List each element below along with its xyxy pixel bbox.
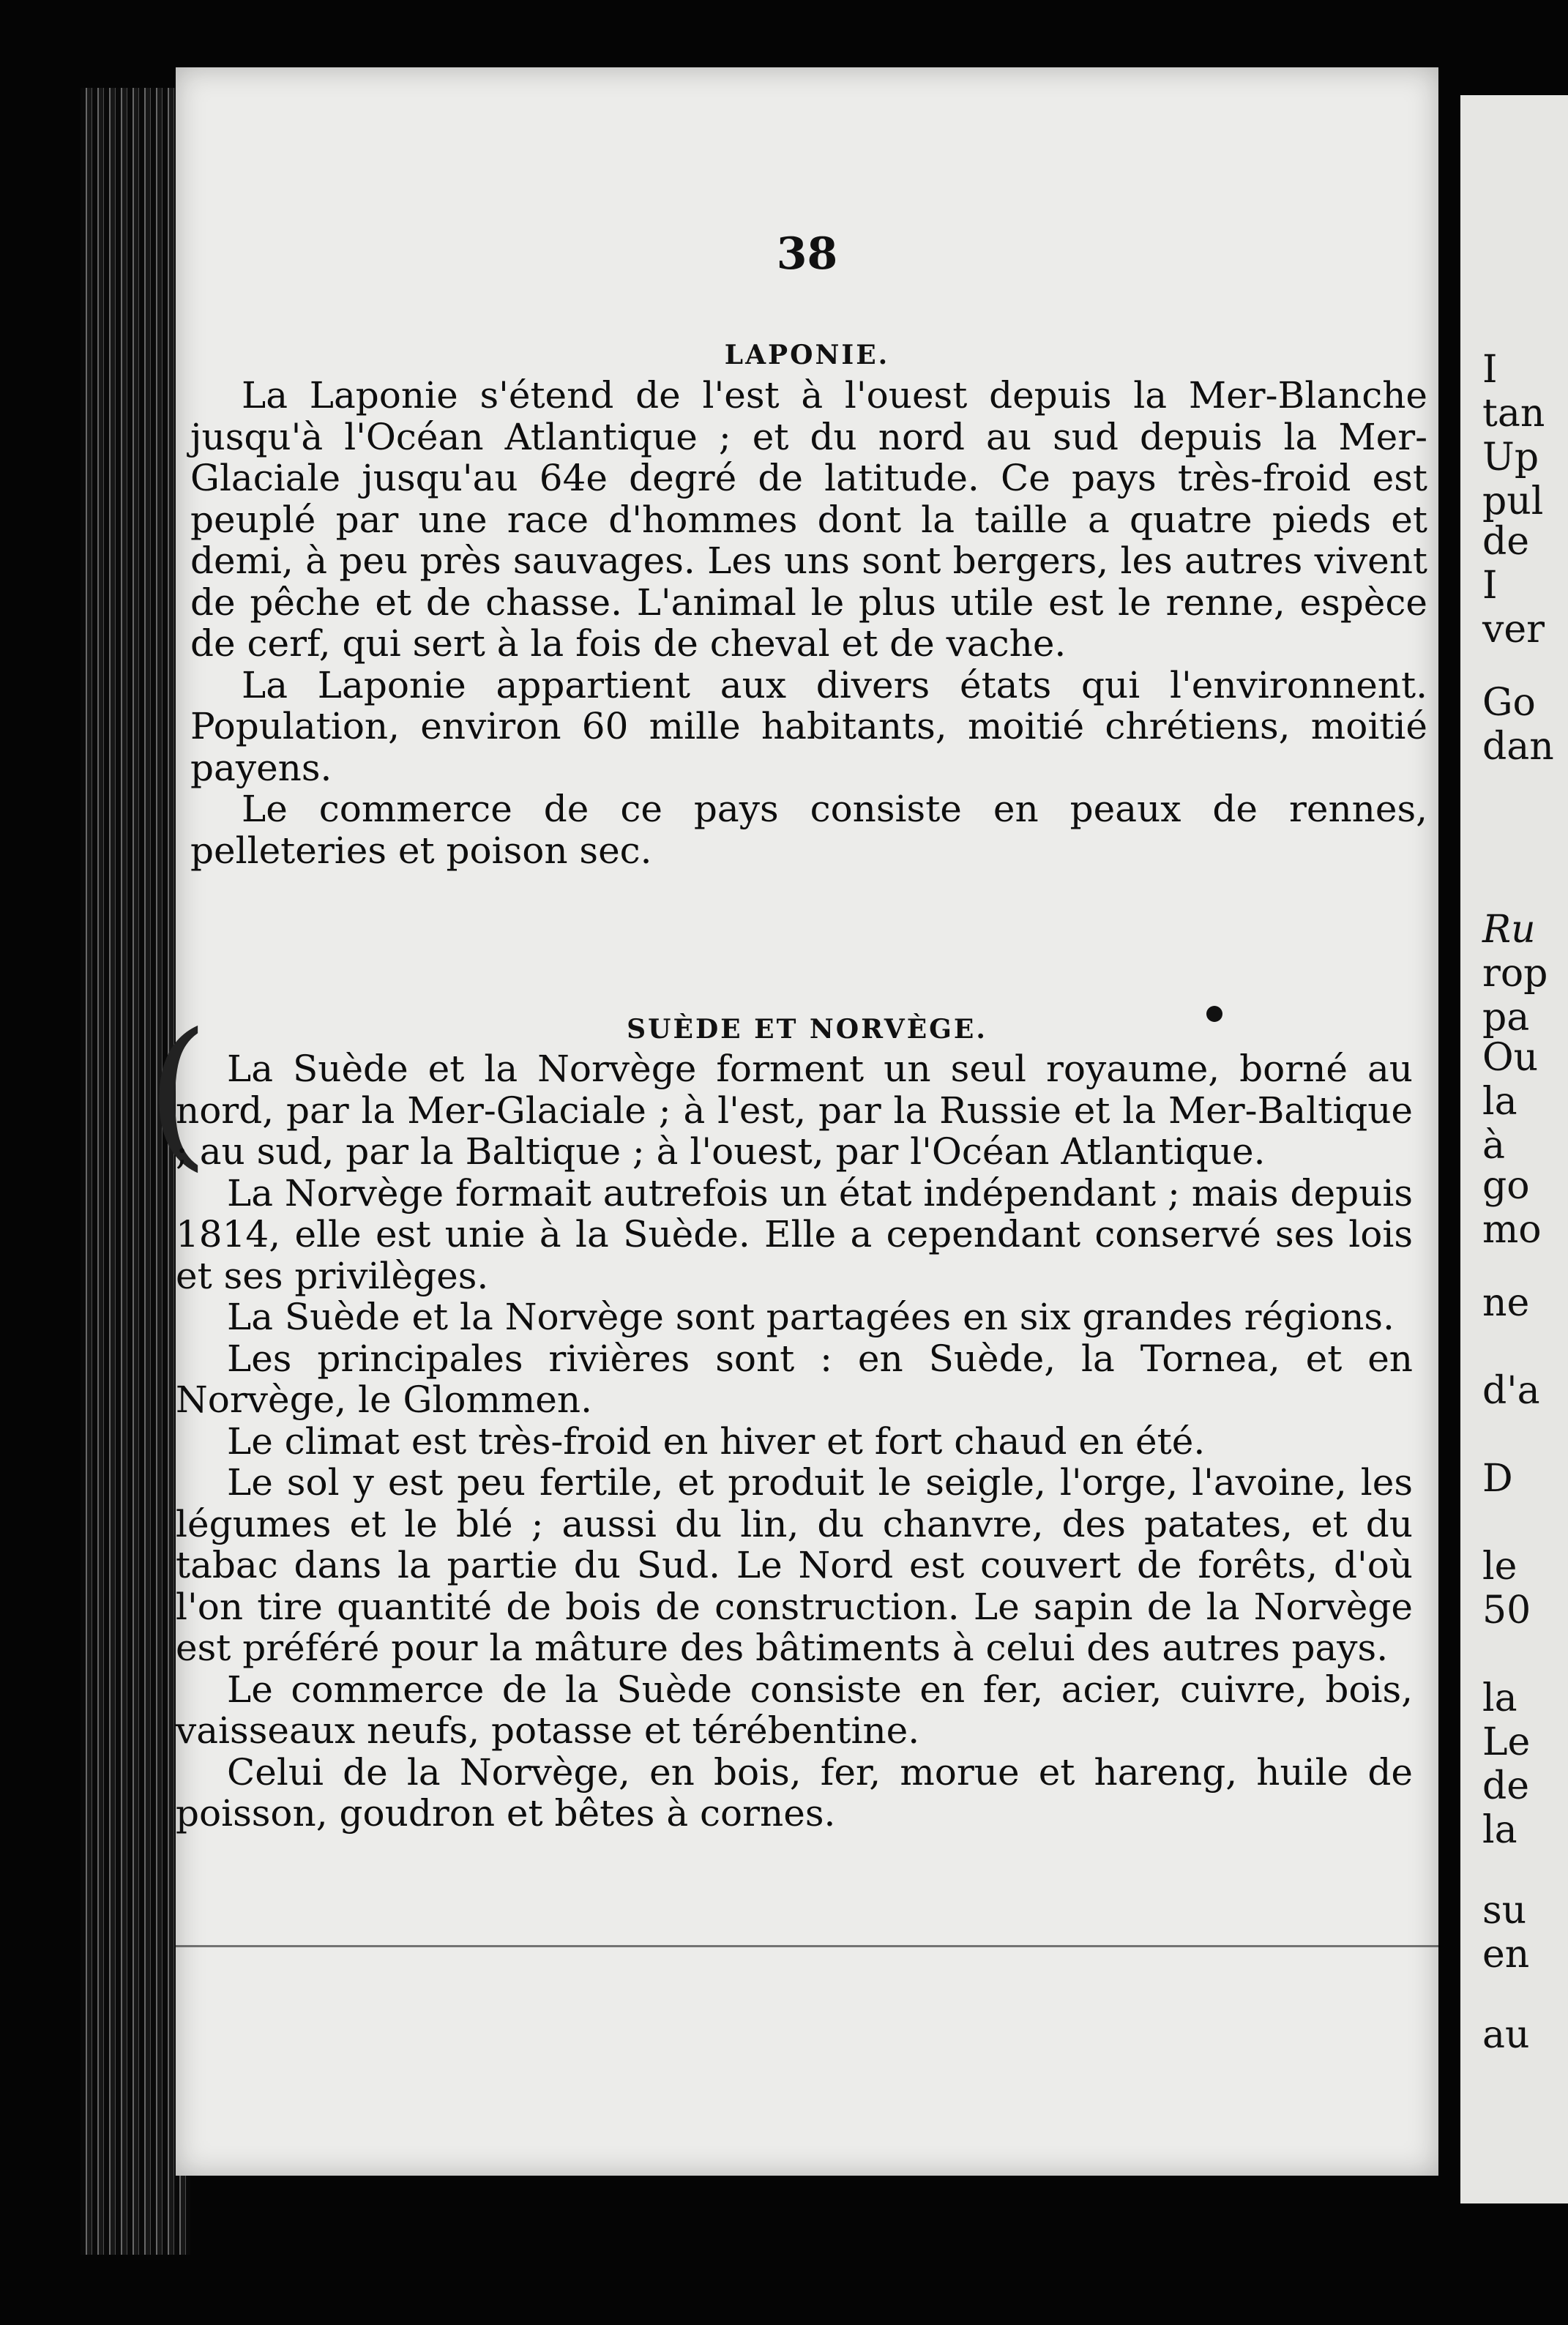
fragment: pa bbox=[1482, 996, 1530, 1040]
fragment: la bbox=[1482, 1808, 1517, 1852]
paragraph: Le climat est très-froid en hiver et fort chaud en été. bbox=[227, 1419, 1206, 1463]
fragment: Up bbox=[1482, 436, 1539, 479]
paragraph: Le commerce de ce pays consiste en peaux de rennes, pelleteries et poison sec. bbox=[190, 788, 1427, 872]
right-page-edge bbox=[1460, 95, 1568, 2203]
fragment: de bbox=[1482, 1764, 1530, 1808]
page-number: 38 bbox=[776, 228, 838, 280]
fragment: ne bbox=[1482, 1281, 1530, 1325]
paragraph: La Suède et la Norvège sont partagées en six grandes régions. bbox=[227, 1296, 1395, 1338]
paragraph: Le sol y est peu fertile, et produit le seigle, l'orge, l'avoine, les légumes et le blé ; aussi du lin, du chanvre, des patates, et du tabac dans la partie du Sud. Le Nord est couvert de forêts, d'où l'on tire quantité de bois de construction. Le sapin de la Norvège est préféré pour la mâture des bâtiments à celui des autres pays. bbox=[176, 1461, 1413, 1669]
fragment: D bbox=[1482, 1457, 1513, 1501]
fragment: pul bbox=[1482, 479, 1544, 523]
pencil-bracket-mark: ( bbox=[146, 999, 209, 1186]
fragment: go bbox=[1482, 1164, 1530, 1208]
fragment: I bbox=[1482, 564, 1498, 608]
paragraph: La Norvège formait autrefois un état indépendant ; mais depuis 1814, elle est unie à la Suède. Elle a cependant conservé ses lois et ses privilèges. bbox=[176, 1171, 1413, 1297]
fragment: rop bbox=[1482, 952, 1548, 996]
fragment: Go bbox=[1482, 681, 1536, 725]
fragment: de bbox=[1482, 520, 1530, 564]
left-page bbox=[146, 67, 1438, 2176]
fragment: la bbox=[1482, 1080, 1517, 1124]
fragment: la bbox=[1482, 1676, 1517, 1720]
fragment: dan bbox=[1482, 725, 1554, 769]
fragment: Ou bbox=[1482, 1036, 1539, 1080]
paragraph: La Laponie appartient aux divers états qui l'environnent. Population, environ 60 mille habitants, moitié chrétiens, moitié payens. bbox=[190, 663, 1427, 789]
paragraph: Celui de la Norvège, en bois, fer, morue et hareng, huile de poisson, goudron et bêtes à cornes. bbox=[176, 1750, 1413, 1835]
fragment: ver bbox=[1482, 608, 1545, 652]
section-laponie-body bbox=[190, 375, 1427, 871]
fragment: au bbox=[1482, 2013, 1530, 2057]
paragraph: La Suède et la Norvège forment un seul royaume, borné au nord, par la Mer-Glaciale ; à l'est, par la Russie et la Mer-Baltique ; au sud, par la Baltique ; à l'ouest, par l'Océan Atlantique. bbox=[176, 1048, 1413, 1173]
fragment: 50 bbox=[1482, 1589, 1531, 1632]
scan-line-artifact bbox=[176, 1945, 1438, 1947]
section-heading-suede-norvege: SUÈDE ET NORVÈGE. bbox=[627, 1014, 988, 1045]
section-heading-laponie: LAPONIE. bbox=[724, 340, 890, 370]
fragment: d'a bbox=[1482, 1369, 1540, 1413]
fragment: Ru bbox=[1482, 908, 1536, 952]
fragment: Le bbox=[1482, 1720, 1531, 1764]
fragment: mo bbox=[1482, 1208, 1542, 1252]
fragment: su bbox=[1482, 1889, 1527, 1933]
paragraph: La Laponie s'étend de l'est à l'ouest depuis la Mer-Blanche jusqu'à l'Océan Atlantique ; et du nord au sud depuis la Mer-Glaciale jusqu'au 64e degré de latitude. Ce pays très-froid est peuplé par une race d'hommes dont la taille a quatre pieds et demi, à peu près sauvages. Les uns sont bergers, les autres vivent de pêche et de chasse. L'animal le plus utile est le renne, espèce de cerf, qui sert à la fois de cheval et de vache. bbox=[190, 374, 1427, 665]
paragraph: Le commerce de la Suède consiste en fer, acier, cuivre, bois, vaisseaux neufs, potasse et térébentine. bbox=[176, 1668, 1413, 1752]
fragment: le bbox=[1482, 1545, 1517, 1589]
fragment: en bbox=[1482, 1933, 1530, 1977]
fragment: à bbox=[1482, 1124, 1506, 1168]
fragment: I bbox=[1482, 348, 1498, 392]
section-suede-norvege-body bbox=[176, 1048, 1413, 1835]
fragment: tan bbox=[1482, 392, 1545, 436]
paragraph: Les principales rivières sont : en Suède, la Tornea, et en Norvège, le Glommen. bbox=[176, 1337, 1413, 1421]
